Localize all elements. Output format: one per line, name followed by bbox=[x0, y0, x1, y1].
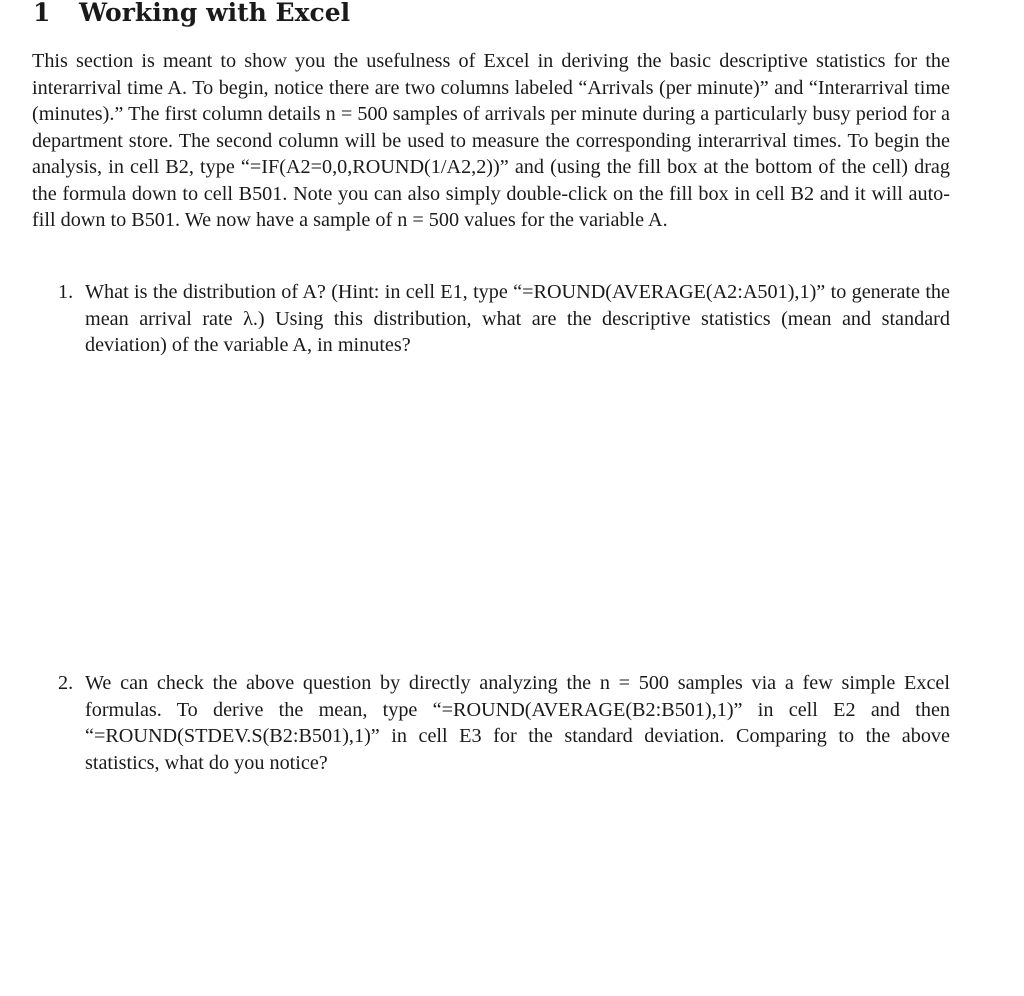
question-2 bbox=[58, 670, 950, 776]
section-number: 1 bbox=[33, 0, 51, 27]
section-heading bbox=[33, 0, 350, 28]
question-1-text: What is the distribution of A? (Hint: in cell E1, type “=ROUND(AVERAGE(A2:A501),1)” to generate the mean arrival rate λ.) Using this distribution, what are the descriptive statistics (mean and standard deviation) of the variable A, in minutes? bbox=[85, 281, 950, 356]
question-2-number: 2. bbox=[58, 672, 74, 694]
question-1-number: 1. bbox=[58, 281, 74, 303]
intro-paragraph: This section is meant to show you the usefulness of Excel in deriving the basic descriptive statistics for the interarrival time A. To begin, notice there are two columns labeled “Arrivals (per minute)” and “Interarrival time (minutes).” The first column details n = 500 samples of arrivals per minute during a particularly busy period for a department store. The second column will be used to measure the corresponding interarrival times. To begin the analysis, in cell B2, type “=IF(A2=0,0,ROUND(1/A2,2))” and (using the fill box at the bottom of the cell) drag the formula down to cell B501. Note you can also simply double-click on the fill box in cell B2 and it will auto-fill down to B501. We now have a sample of n = 500 values for the variable A. bbox=[32, 50, 950, 231]
section-title: Working with Excel bbox=[79, 0, 351, 27]
question-2-text: We can check the above question by directly analyzing the n = 500 samples via a few simple Excel formulas. To derive the mean, type “=ROUND(AVERAGE(B2:B501),1)” in cell E2 and then “=ROUND(STDEV.S(B2:B501),1)” in cell E3 for the standard deviation. Comparing to the above statistics, what do you notice? bbox=[85, 672, 950, 774]
question-1 bbox=[58, 279, 950, 359]
